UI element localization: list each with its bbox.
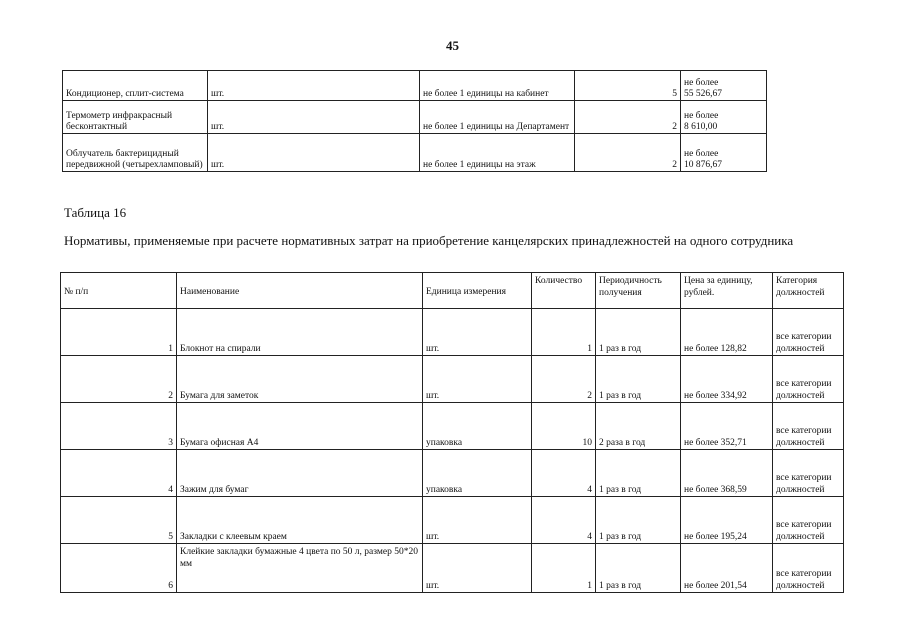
table-row	[61, 450, 844, 497]
row-name: Клейкие закладки бумажные 4 цвета по 50 л, размер 50*20 мм	[177, 544, 423, 593]
table-row	[63, 101, 767, 134]
row-unit: упаковка	[423, 403, 532, 450]
table-caption: Таблица 16	[64, 205, 127, 220]
table-row	[63, 134, 767, 172]
equipment-table	[62, 70, 767, 172]
item-price	[681, 134, 767, 172]
header-name: Наименование	[177, 273, 423, 309]
item-unit: шт.	[208, 134, 420, 172]
row-name: Зажим для бумаг	[177, 450, 423, 497]
price-value: 55 526,67	[684, 89, 722, 99]
item-qty: 5	[575, 71, 681, 101]
item-name: Облучатель бактерицидный передвижной (четырехламповый)	[63, 134, 208, 172]
header-period: Периодичность получения	[596, 273, 681, 309]
row-period: 1 раз в год	[596, 356, 681, 403]
header-category: Категория должностей	[773, 273, 844, 309]
row-price: не более 201,54	[681, 544, 773, 593]
row-unit: шт.	[423, 309, 532, 356]
item-norm: не более 1 единицы на этаж	[420, 134, 575, 172]
row-category: все категории должностей	[773, 544, 844, 593]
row-name: Закладки с клеевым краем	[177, 497, 423, 544]
price-value: 8 610,00	[684, 122, 718, 132]
row-unit: шт.	[423, 544, 532, 593]
row-num: 1	[61, 309, 177, 356]
row-period: 1 раз в год	[596, 497, 681, 544]
row-price: не более 128,82	[681, 309, 773, 356]
row-category: все категории должностей	[773, 403, 844, 450]
item-unit: шт.	[208, 101, 420, 134]
item-price	[681, 101, 767, 134]
row-period: 1 раз в год	[596, 450, 681, 497]
page-number: 45	[446, 38, 459, 53]
item-qty: 2	[575, 134, 681, 172]
row-price: не более 352,71	[681, 403, 773, 450]
row-category: все категории должностей	[773, 356, 844, 403]
header-price: Цена за единицу, рублей.	[681, 273, 773, 309]
row-category: все категории должностей	[773, 450, 844, 497]
table-row	[61, 309, 844, 356]
item-unit: шт.	[208, 71, 420, 101]
price-value: 10 876,67	[684, 160, 722, 170]
row-name: Бумага для заметок	[177, 356, 423, 403]
stationery-norms-table	[60, 272, 844, 593]
row-category: все категории должностей	[773, 309, 844, 356]
item-name: Кондиционер, сплит-система	[63, 71, 208, 101]
row-num: 6	[61, 544, 177, 593]
row-period: 1 раз в год	[596, 544, 681, 593]
header-unit: Единица измерения	[423, 273, 532, 309]
row-price: не более 195,24	[681, 497, 773, 544]
table-row	[63, 71, 767, 101]
item-qty: 2	[575, 101, 681, 134]
row-qty: 10	[532, 403, 596, 450]
price-prefix: не более	[684, 111, 719, 121]
item-norm: не более 1 единицы на Департамент	[420, 101, 575, 134]
row-name: Бумага офисная А4	[177, 403, 423, 450]
row-num: 3	[61, 403, 177, 450]
row-price: не более 368,59	[681, 450, 773, 497]
row-qty: 1	[532, 544, 596, 593]
price-prefix: не более	[684, 149, 719, 159]
row-num: 2	[61, 356, 177, 403]
row-name: Блокнот на спирали	[177, 309, 423, 356]
table-row	[61, 497, 844, 544]
table-row	[61, 356, 844, 403]
row-qty: 4	[532, 497, 596, 544]
row-category: все категории должностей	[773, 497, 844, 544]
row-period: 1 раз в год	[596, 309, 681, 356]
row-unit: шт.	[423, 356, 532, 403]
header-num: № п/п	[61, 273, 177, 309]
table-title: Нормативы, применяемые при расчете нормативных затрат на приобретение канцелярских принадлежностей на одного сотрудника	[64, 233, 794, 248]
item-norm: не более 1 единицы на кабинет	[420, 71, 575, 101]
table-row	[61, 403, 844, 450]
row-unit: упаковка	[423, 450, 532, 497]
price-prefix: не более	[684, 78, 719, 88]
row-qty: 4	[532, 450, 596, 497]
row-qty: 1	[532, 309, 596, 356]
row-qty: 2	[532, 356, 596, 403]
row-num: 4	[61, 450, 177, 497]
row-num: 5	[61, 497, 177, 544]
item-name: Термометр инфракрасный бесконтактный	[63, 101, 208, 134]
row-price: не более 334,92	[681, 356, 773, 403]
table-row	[61, 544, 844, 593]
row-unit: шт.	[423, 497, 532, 544]
row-period: 2 раза в год	[596, 403, 681, 450]
header-qty: Количество	[532, 273, 596, 309]
item-price	[681, 71, 767, 101]
header-row	[61, 273, 844, 309]
